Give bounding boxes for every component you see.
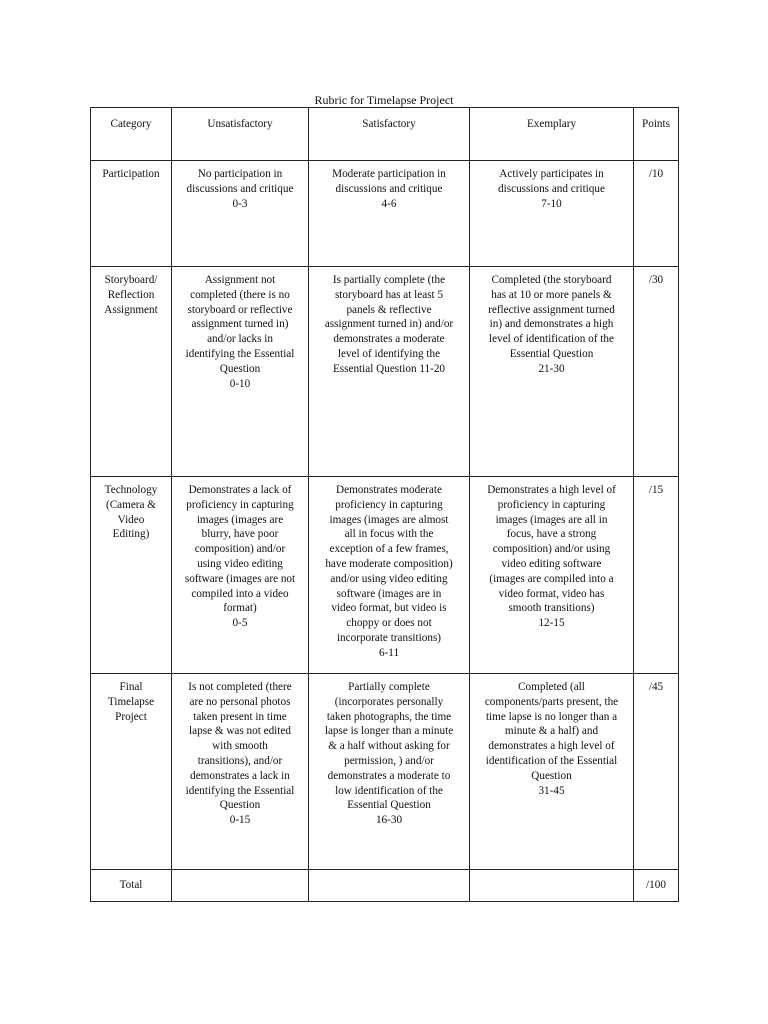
satisfactory-cell: Partially complete (incorporates personally taken photographs, the time lapse is longer than a minute & a half without asking for permission, ) and/or demonstrates a moderate to low identification of the Essential Question 16-30: [309, 674, 470, 870]
header-unsatisfactory: Unsatisfactory: [172, 108, 309, 161]
unsatisfactory-cell: Is not completed (there are no personal photos taken present in time lapse & was not edited with smooth transitions), and/or demonstrates a lack in identifying the Essential Question 0-15: [172, 674, 309, 870]
category-cell: Participation: [91, 161, 172, 267]
table-header-row: [91, 108, 679, 161]
table-row-storyboard: [91, 267, 679, 477]
satisfactory-cell: Moderate participation in discussions and critique 4-6: [309, 161, 470, 267]
header-category: Category: [91, 108, 172, 161]
empty-cell: [309, 870, 470, 902]
rubric-table: [90, 107, 679, 902]
header-exemplary: Exemplary: [470, 108, 634, 161]
satisfactory-cell: Is partially complete (the storyboard has at least 5 panels & reflective assignment turned in) and/or demonstrates a moderate level of identifying the Essential Question 11-20: [309, 267, 470, 477]
unsatisfactory-cell: Assignment not completed (there is no storyboard or reflective assignment turned in) and/or lacks in identifying the Essential Question 0-10: [172, 267, 309, 477]
document-title: Rubric for Timelapse Project: [314, 93, 454, 107]
points-cell: /10: [634, 161, 679, 267]
category-cell: Technology (Camera & Video Editing): [91, 477, 172, 674]
empty-cell: [470, 870, 634, 902]
category-cell: Final Timelapse Project: [91, 674, 172, 870]
table-row-technology: [91, 477, 679, 674]
category-cell: Storyboard/ Reflection Assignment: [91, 267, 172, 477]
satisfactory-cell: Demonstrates moderate proficiency in capturing images (images are almost all in focus with the exception of a few frames, have moderate composition) and/or using video editing software (images are in video format, but video is choppy or does not incorporate transitions) 6-11: [309, 477, 470, 674]
header-satisfactory: Satisfactory: [309, 108, 470, 161]
points-cell: /45: [634, 674, 679, 870]
exemplary-cell: Completed (the storyboard has at 10 or more panels & reflective assignment turned in) and demonstrates a high level of identification of the Essential Question 21-30: [470, 267, 634, 477]
table-row-participation: [91, 161, 679, 267]
table-row-total: [91, 870, 679, 902]
exemplary-cell: Actively participates in discussions and critique 7-10: [470, 161, 634, 267]
empty-cell: [172, 870, 309, 902]
total-label-cell: Total: [91, 870, 172, 902]
table-row-final-project: [91, 674, 679, 870]
total-points-cell: /100: [634, 870, 679, 902]
points-cell: /15: [634, 477, 679, 674]
exemplary-cell: Completed (all components/parts present, the time lapse is no longer than a minute & a half) and demonstrates a high level of identification of the Essential Question 31-45: [470, 674, 634, 870]
unsatisfactory-cell: No participation in discussions and critique 0-3: [172, 161, 309, 267]
exemplary-cell: Demonstrates a high level of proficiency in capturing images (images are all in focus, have a strong composition) and/or using video editing software (images are compiled into a video format, video has smooth transitions) 12-15: [470, 477, 634, 674]
unsatisfactory-cell: Demonstrates a lack of proficiency in capturing images (images are blurry, have poor composition) and/or using video editing software (images are not compiled into a video format) 0-5: [172, 477, 309, 674]
header-points: Points: [634, 108, 679, 161]
points-cell: /30: [634, 267, 679, 477]
